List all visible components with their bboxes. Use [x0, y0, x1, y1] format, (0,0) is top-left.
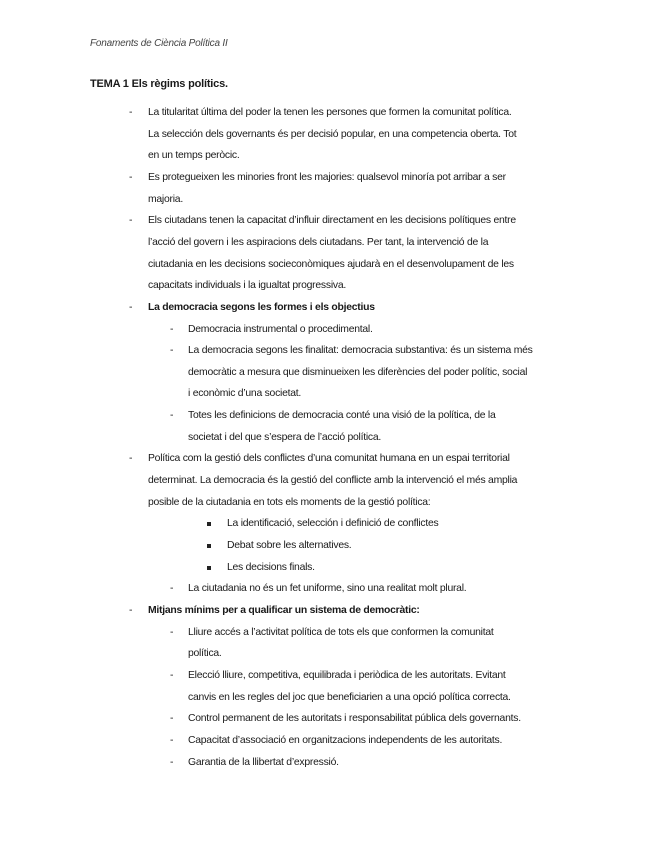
document-title: TEMA 1 Els règims polítics.	[90, 78, 228, 90]
text-line: Mitjans mínims per a qualificar un sistema de democràtic:	[148, 604, 420, 616]
text-line: democràtic a mesura que disminueixen les diferències del poder polític, social	[188, 366, 528, 378]
dash-bullet: -	[170, 323, 174, 335]
text-line: La titularitat última del poder la tenen les persones que formen la comunitat política.	[148, 107, 512, 118]
square-bullet-icon	[207, 566, 211, 570]
dash-bullet: -	[170, 713, 174, 725]
text-line: ciutadania en les decisions socieconòmiques ajudarà en el desenvolupament de les	[148, 258, 514, 270]
text-line: capacitats individuals i la igualtat progressiva.	[148, 280, 346, 292]
square-bullet-icon	[207, 544, 211, 548]
page-header: Fonaments de Ciència Política II	[90, 38, 228, 49]
dash-bullet: -	[170, 583, 174, 595]
dash-bullet: -	[170, 734, 174, 746]
dash-bullet: -	[170, 669, 174, 681]
text-line: determinat. La democracia és la gestió del conflicte amb la intervenció el més amplia	[148, 475, 518, 487]
dash-bullet: -	[129, 453, 133, 465]
dash-bullet: -	[129, 301, 133, 313]
square-bullet-icon	[207, 522, 211, 526]
text-line: Garantia de la llibertat d’expressió.	[188, 756, 339, 768]
dash-bullet: -	[129, 107, 133, 118]
text-line: Lliure accés a l’activitat política de tots els que conformen la comunitat	[188, 626, 494, 638]
dash-bullet: -	[170, 756, 174, 768]
dash-bullet: -	[170, 345, 174, 357]
text-line: La selección dels governants és per decisió popular, en una competencia oberta. Tot	[148, 128, 517, 140]
dash-bullet: -	[129, 171, 133, 183]
text-line: Elecció lliure, competitiva, equilibrada i periòdica de les autoritats. Evitant	[188, 669, 506, 681]
dash-bullet: -	[170, 410, 174, 422]
text-line: l’acció del govern i les aspiracions dels ciutadans. Per tant, la intervenció de la	[148, 236, 489, 248]
dash-bullet: -	[170, 626, 174, 638]
text-line: Control permanent de les autoritats i responsabilitat pública dels governants.	[188, 713, 521, 725]
text-line: Es protegueixen les minories front les majories: qualsevol minoría pot arribar a ser	[148, 171, 506, 183]
text-line: Democracia instrumental o procedimental.	[188, 323, 373, 335]
text-line: Els ciutadans tenen la capacitat d’influir directament en les decisions polítiques entre	[148, 215, 516, 227]
dash-bullet: -	[129, 604, 133, 616]
text-line: Debat sobre les alternatives.	[227, 540, 352, 551]
text-line: La democracia segons les finalitat: democracia substantiva: és un sistema més	[188, 345, 533, 357]
text-line: política.	[188, 648, 222, 660]
text-line: i econòmic d’una societat.	[188, 388, 302, 400]
text-line: La identificació, selección i definició de conflictes	[227, 518, 439, 530]
text-line: posible de la ciutadania en tots els moments de la gestió política:	[148, 496, 431, 508]
text-line: Totes les definicions de democracia conté una visió de la política, de la	[188, 410, 496, 422]
text-line: Les decisions finals.	[227, 561, 315, 573]
text-line: societat i del que s’espera de l’acció política.	[188, 431, 382, 443]
text-line: majoria.	[148, 193, 183, 205]
text-line: La ciutadania no és un fet uniforme, sino una realitat molt plural.	[188, 583, 467, 595]
dash-bullet: -	[129, 215, 133, 227]
text-line: Capacitat d’associació en organitzacions independents de les autoritats.	[188, 734, 503, 746]
text-line: canvis en les regles del joc que beneficiarien a una opció política correcta.	[188, 691, 511, 703]
text-line: Política com la gestió dels conflictes d’una comunitat humana en un espai territorial	[148, 453, 510, 465]
text-line: en un temps peròcic.	[148, 150, 240, 162]
text-line: La democracia segons les formes i els objectius	[148, 301, 375, 313]
